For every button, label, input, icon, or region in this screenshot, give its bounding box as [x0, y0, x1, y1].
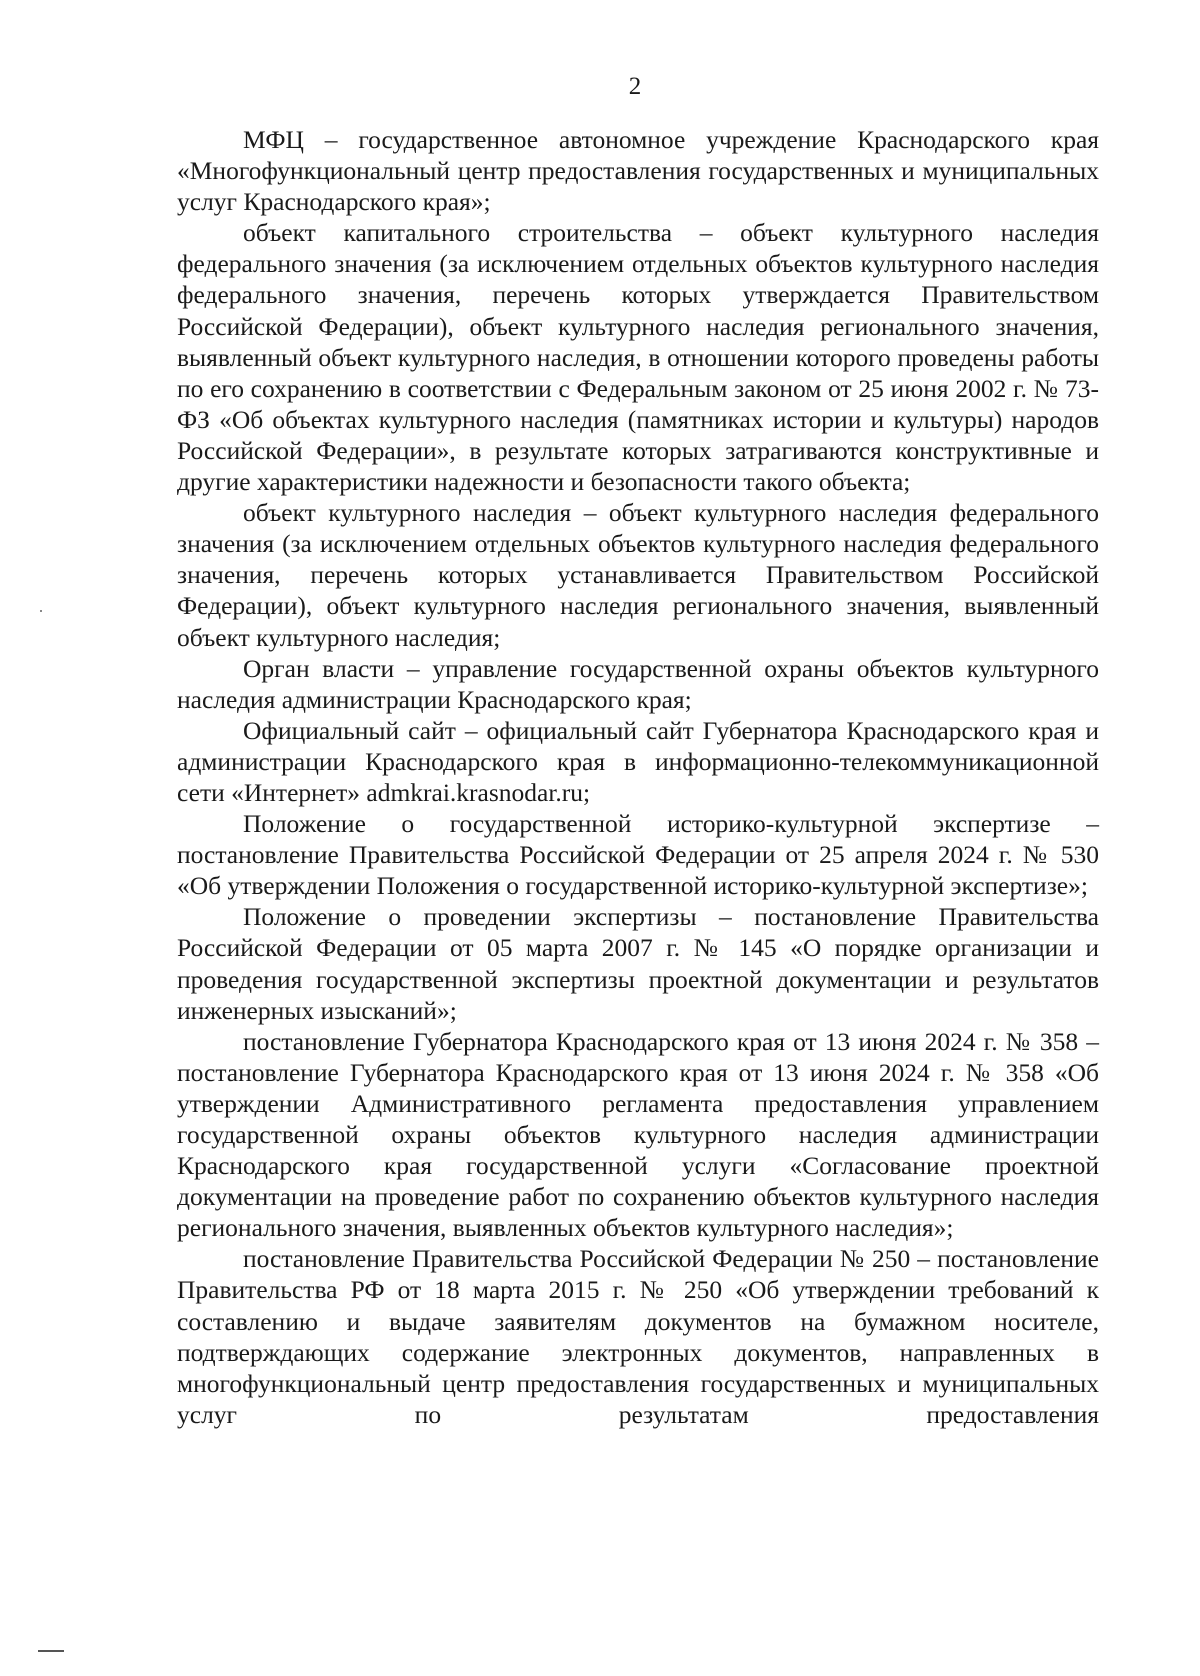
paragraph-cultural-heritage-definition: объект культурного наследия – объект культурного наследия федерального значения (за исключением отдельных объектов культурного наследия федерального значения, перечень которых устанавливается Правительством Российской Федерации), объект культурного наследия регионального значения, выявленный объект культурного наследия; — [177, 498, 1099, 652]
paragraph-examination-regulation-definition: Положение о проведении экспертизы – постановление Правительства Российской Федерации от 05 марта 2007 г. № 145 «О порядке организации и проведения государственной экспертизы проектной документации и результатов инженерных изысканий»; — [177, 902, 1099, 1025]
scan-artifact-dot — [40, 610, 42, 612]
paragraph-government-resolution-250-definition: постановление Правительства Российской Федерации № 250 – постановление Правительства РФ от 18 марта 2015 г. № 250 «Об утверждении требований к составлению и выдаче заявителям документов на бумажном носителе, подтверждающих содержание электронных документов, направленных в многофункциональный центр предоставления государственных и муниципальных услуг по результатам предоставления — [177, 1244, 1099, 1429]
paragraph-official-site-definition: Официальный сайт – официальный сайт Губернатора Краснодарского края и администрации Краснодарского края в информационно-телекоммуникационной сети «Интернет» admkrai.krasnodar.ru; — [177, 715, 1099, 807]
paragraph-governor-resolution-definition: постановление Губернатора Краснодарского края от 13 июня 2024 г. № 358 – постановление Губернатора Краснодарского края от 13 июня 2024 г. № 358 «Об утверждении Административного регламента предоставления управлением государственной охраны объектов культурного наследия администрации Краснодарского края государственной услуги «Согласование проектной документации на проведение работ по сохранению объектов культурного наследия регионального значения, выявленных объектов культурного наследия»; — [177, 1026, 1099, 1243]
paragraph-expertise-regulation-definition: Положение о государственной историко-культурной экспертизе – постановление Правительства Российской Федерации от 25 апреля 2024 г. № 530 «Об утверждении Положения о государственной историко-культурной экспертизе»; — [177, 809, 1099, 901]
paragraph-authority-definition: Орган власти – управление государственной охраны объектов культурного наследия администрации Краснодарского края; — [177, 653, 1099, 714]
paragraph-mfc-definition: МФЦ – государственное автономное учреждение Краснодарского края «Многофункциональный центр предоставления государственных и муниципальных услуг Краснодарского края»; — [177, 125, 1099, 217]
scan-artifact-mark — [38, 1650, 64, 1652]
paragraph-capital-construction-definition: объект капитального строительства – объект культурного наследия федерального значения (за исключением отдельных объектов культурного наследия федерального значения, перечень которых утверждается Правительством Российской Федерации), объект культурного наследия регионального значения, выявленный объект культурного наследия, в отношении которого проведены работы по его сохранению в соответствии с Федеральным законом от 25 июня 2002 г. № 73-ФЗ «Об объектах культурного наследия (памятниках истории и культуры) народов Российской Федерации», в результате которых затрагиваются конструктивные и другие характеристики надежности и безопасности такого объекта; — [177, 218, 1099, 497]
document-body — [177, 124, 1099, 1430]
page-number: 2 — [628, 73, 642, 100]
